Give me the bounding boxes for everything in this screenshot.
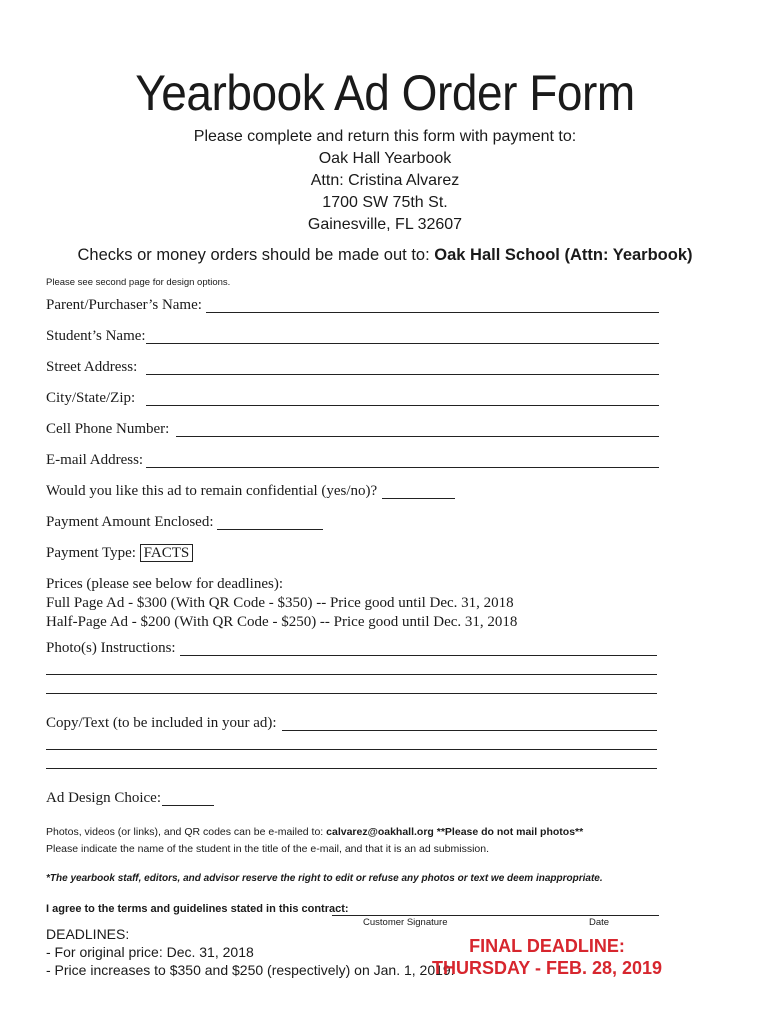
address-line-3: 1700 SW 75th St. xyxy=(322,194,448,211)
email-note-address: calvarez@oakhall.org **Please do not mail photos** xyxy=(326,826,584,838)
payment-type-text: Payment Type: xyxy=(46,545,136,561)
city-state-zip-label: City/State/Zip: xyxy=(46,390,136,406)
copy-text-field-1[interactable] xyxy=(282,730,657,731)
parent-name-field[interactable] xyxy=(206,312,659,313)
deadlines-heading: DEADLINES: xyxy=(46,926,130,942)
confidential-field[interactable] xyxy=(382,498,455,499)
checks-payable-note xyxy=(0,246,770,265)
final-deadline-date: THURSDAY - FEB. 28, 2019 xyxy=(431,958,663,978)
photo-instructions-field-3[interactable] xyxy=(46,693,657,694)
email-note-prefix: Photos, videos (or links), and QR codes can be e-mailed to: xyxy=(46,826,327,838)
email-label: E-mail Address: xyxy=(46,452,144,468)
payment-type-facts: FACTS xyxy=(140,544,194,562)
rights-note: *The yearbook staff, editors, and advisor reserve the right to edit or refuse any photos or text we deem inappropriate. xyxy=(46,873,603,884)
cell-phone-field[interactable] xyxy=(176,436,659,437)
student-name-note: Please indicate the name of the student in the title of the e-mail, and that it is an ad submission. xyxy=(46,843,490,855)
prices-heading: Prices (please see below for deadlines): xyxy=(46,576,283,592)
copy-text-field-3[interactable] xyxy=(46,768,657,769)
email-field[interactable] xyxy=(146,467,659,468)
email-submission-note xyxy=(46,826,583,838)
ad-design-choice-label: Ad Design Choice: xyxy=(46,790,161,806)
photo-instructions-field-2[interactable] xyxy=(46,674,657,675)
photo-instructions-label: Photo(s) Instructions: xyxy=(46,640,176,656)
payment-type-label xyxy=(46,545,193,562)
signature-field[interactable] xyxy=(332,915,659,916)
student-name-field[interactable] xyxy=(146,343,659,344)
deadline-original-price: - For original price: Dec. 31, 2018 xyxy=(46,944,254,960)
copy-text-field-2[interactable] xyxy=(46,749,657,750)
return-instructions: Please complete and return this form with payment to: xyxy=(193,128,577,145)
page-title: Yearbook Ad Order Form xyxy=(135,65,635,121)
address-line-4: Gainesville, FL 32607 xyxy=(307,216,463,233)
signature-caption: Customer Signature xyxy=(363,917,448,928)
cell-phone-label: Cell Phone Number: xyxy=(46,421,170,437)
price-full-page: Full Page Ad - $300 (With QR Code - $350) -- Price good until Dec. 31, 2018 xyxy=(46,595,514,611)
confidential-label: Would you like this ad to remain confidential (yes/no)? xyxy=(46,483,378,499)
checks-prefix: Checks or money orders should be made out to: xyxy=(77,246,435,264)
city-state-zip-field[interactable] xyxy=(146,405,659,406)
photo-instructions-field-1[interactable] xyxy=(180,655,657,656)
deadline-price-increase: - Price increases to $350 and $250 (respectively) on Jan. 1, 2019. xyxy=(46,962,455,978)
payment-amount-field[interactable] xyxy=(217,529,323,530)
agreement-label: I agree to the terms and guidelines stated in this contract: xyxy=(46,903,349,915)
student-name-label: Student’s Name: xyxy=(46,328,146,344)
street-address-field[interactable] xyxy=(146,374,659,375)
address-line-2: Attn: Cristina Alvarez xyxy=(310,172,460,189)
date-caption: Date xyxy=(589,917,610,928)
ad-design-choice-field[interactable] xyxy=(162,805,214,806)
copy-text-label: Copy/Text (to be included in your ad): xyxy=(46,715,277,731)
address-line-1: Oak Hall Yearbook xyxy=(318,150,452,167)
payment-amount-label: Payment Amount Enclosed: xyxy=(46,514,214,530)
street-address-label: Street Address: xyxy=(46,359,138,375)
parent-name-label: Parent/Purchaser’s Name: xyxy=(46,297,202,313)
checks-payee: Oak Hall School (Attn: Yearbook) xyxy=(434,246,693,264)
second-page-note: Please see second page for design options. xyxy=(46,277,231,288)
final-deadline-title: FINAL DEADLINE: xyxy=(469,936,625,956)
price-half-page: Half-Page Ad - $200 (With QR Code - $250) -- Price good until Dec. 31, 2018 xyxy=(46,614,518,630)
